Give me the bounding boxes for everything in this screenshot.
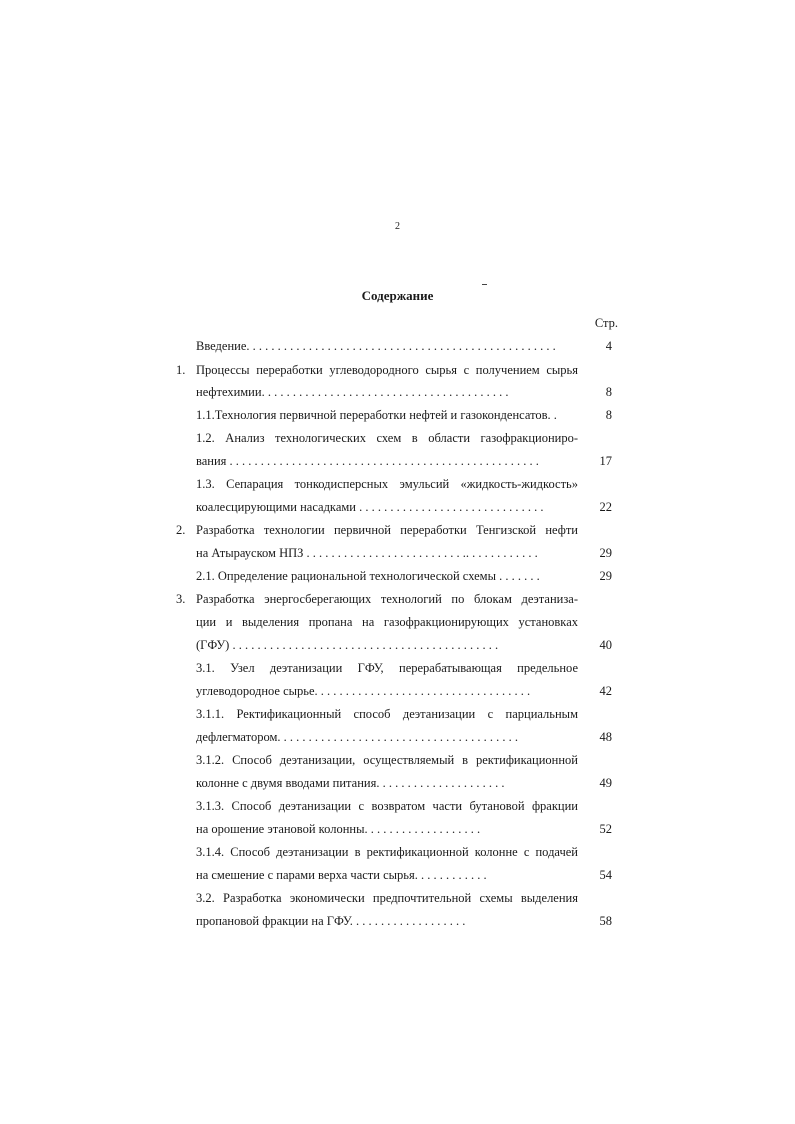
toc-entry-page: 29 bbox=[599, 569, 612, 583]
toc-entry bbox=[0, 566, 795, 586]
page-column-label: Стр. bbox=[594, 316, 618, 330]
toc-entry-text: на орошение этановой колонны. . . . . . . . . . . . . . . . . . . bbox=[196, 822, 481, 836]
toc-entry-text: нефтехимии. . . . . . . . . . . . . . . . . . . . . . . . . . . . . . . . . . . . . . . . bbox=[196, 385, 509, 399]
scan-mark bbox=[482, 284, 487, 285]
toc-entry-text: 3.1.3. Способ деэтанизации с возвратом части бутановой фракции bbox=[196, 799, 578, 813]
toc-entry bbox=[0, 750, 795, 770]
toc-entry bbox=[0, 405, 795, 425]
toc-entry-number: 3. bbox=[176, 592, 186, 606]
toc-entry-text: колонне с двумя вводами питания. . . . . . . . . . . . . . . . . . . . . bbox=[196, 776, 505, 790]
toc-entry-text: 3.1.4. Способ деэтанизации в ректификационной колонне с подачей bbox=[196, 845, 578, 859]
toc-entry-page: 40 bbox=[599, 638, 612, 652]
toc-title: Содержание bbox=[361, 288, 434, 303]
page-number: 2 bbox=[395, 221, 400, 232]
toc-entry-number: 2. bbox=[176, 523, 186, 537]
toc-entry bbox=[0, 635, 795, 655]
toc-entry-text: углеводородное сырье. . . . . . . . . . . . . . . . . . . . . . . . . . . . . . . . . . . bbox=[196, 684, 531, 698]
toc-entry-page: 22 bbox=[599, 500, 612, 514]
toc-entry-text: пропановой фракции на ГФУ. . . . . . . . . . . . . . . . . . . bbox=[196, 914, 466, 928]
toc-entry bbox=[0, 704, 795, 724]
toc-entry-text: Разработка технологии первичной переработки Тенгизской нефти bbox=[196, 523, 578, 537]
toc-entry bbox=[0, 796, 795, 816]
toc-entry-text: Разработка энергосберегающих технологий по блокам деэтаниза- bbox=[196, 592, 578, 606]
toc-entry-page: 8 bbox=[605, 408, 612, 422]
toc-entry-page: 48 bbox=[599, 730, 612, 744]
toc-entry-text: вания . . . . . . . . . . . . . . . . . . . . . . . . . . . . . . . . . . . . . . . . . . . . . . . . . . bbox=[196, 454, 539, 468]
toc-entry bbox=[0, 474, 795, 494]
toc-entry bbox=[0, 658, 795, 678]
toc-entry-page: 29 bbox=[599, 546, 612, 560]
toc-entry-text: 2.1. Определение рациональной технологической схемы . . . . . . . bbox=[196, 569, 540, 583]
toc-entry-text: на смешение с парами верха части сырья. . . . . . . . . . . . bbox=[196, 868, 487, 882]
toc-entry-page: 4 bbox=[605, 339, 612, 353]
toc-entry-text: ции и выделения пропана на газофракционирующих установках bbox=[196, 615, 578, 629]
toc-entry bbox=[0, 727, 795, 747]
toc-entry bbox=[0, 589, 795, 609]
toc-entry bbox=[0, 543, 795, 563]
toc-entry bbox=[0, 681, 795, 701]
toc-entry-text: 1.1.Технология первичной переработки нефтей и газоконденсатов. . bbox=[196, 408, 557, 422]
toc-entry bbox=[0, 612, 795, 632]
toc-entry-page: 42 bbox=[599, 684, 612, 698]
toc-entry-text: коалесцирующими насадками . . . . . . . . . . . . . . . . . . . . . . . . . . . . . . bbox=[196, 500, 544, 514]
toc-entry bbox=[0, 773, 795, 793]
toc-entry bbox=[0, 819, 795, 839]
toc-entry-text: 1.2. Анализ технологических схем в области газофракциониро- bbox=[196, 431, 578, 445]
toc-entry-page: 49 bbox=[599, 776, 612, 790]
toc-entry-text: 3.1.1. Ректификационный способ деэтанизации с парциальным bbox=[196, 707, 578, 721]
toc-entry-text: (ГФУ) . . . . . . . . . . . . . . . . . . . . . . . . . . . . . . . . . . . . . . . . . . . bbox=[196, 638, 499, 652]
toc-entry bbox=[0, 888, 795, 908]
toc-entry bbox=[0, 451, 795, 471]
toc-entry-page: 58 bbox=[599, 914, 612, 928]
toc-entry bbox=[0, 382, 795, 402]
toc-entry-page: 52 bbox=[599, 822, 612, 836]
toc-entry-text: 3.2. Разработка экономически предпочтительной схемы выделения bbox=[196, 891, 578, 905]
toc-entry-page: 54 bbox=[599, 868, 612, 882]
toc-entry-page: 17 bbox=[599, 454, 612, 468]
toc-entry-page: 8 bbox=[605, 385, 612, 399]
toc-entry bbox=[0, 520, 795, 540]
toc-entry-text: Процессы переработки углеводородного сырья с получением сырья bbox=[196, 363, 578, 377]
toc-entry bbox=[0, 360, 795, 380]
toc-entry bbox=[0, 497, 795, 517]
toc-entry-text: Введение. . . . . . . . . . . . . . . . . . . . . . . . . . . . . . . . . . . . . . . . . . . . . . . . . . bbox=[196, 339, 556, 353]
toc-entry-number: 1. bbox=[176, 363, 186, 377]
toc-entry-text: дефлегматором. . . . . . . . . . . . . . . . . . . . . . . . . . . . . . . . . . . . . . . bbox=[196, 730, 518, 744]
toc-entry-text: на Атырауском НПЗ . . . . . . . . . . . . . . . . . . . . . . . . . .. . . . . . . . . . . . bbox=[196, 546, 538, 560]
toc-entry bbox=[0, 865, 795, 885]
toc-entry bbox=[0, 911, 795, 931]
toc-entry bbox=[0, 336, 795, 356]
toc-entry-text: 3.1.2. Способ деэтанизации, осуществляемый в ректификационной bbox=[196, 753, 578, 767]
toc-entry bbox=[0, 842, 795, 862]
toc-entry-text: 3.1. Узел деэтанизации ГФУ, перерабатывающая предельное bbox=[196, 661, 578, 675]
toc-entry bbox=[0, 428, 795, 448]
toc-entry-text: 1.3. Сепарация тонкодисперсных эмульсий «жидкость-жидкость» bbox=[196, 477, 578, 491]
